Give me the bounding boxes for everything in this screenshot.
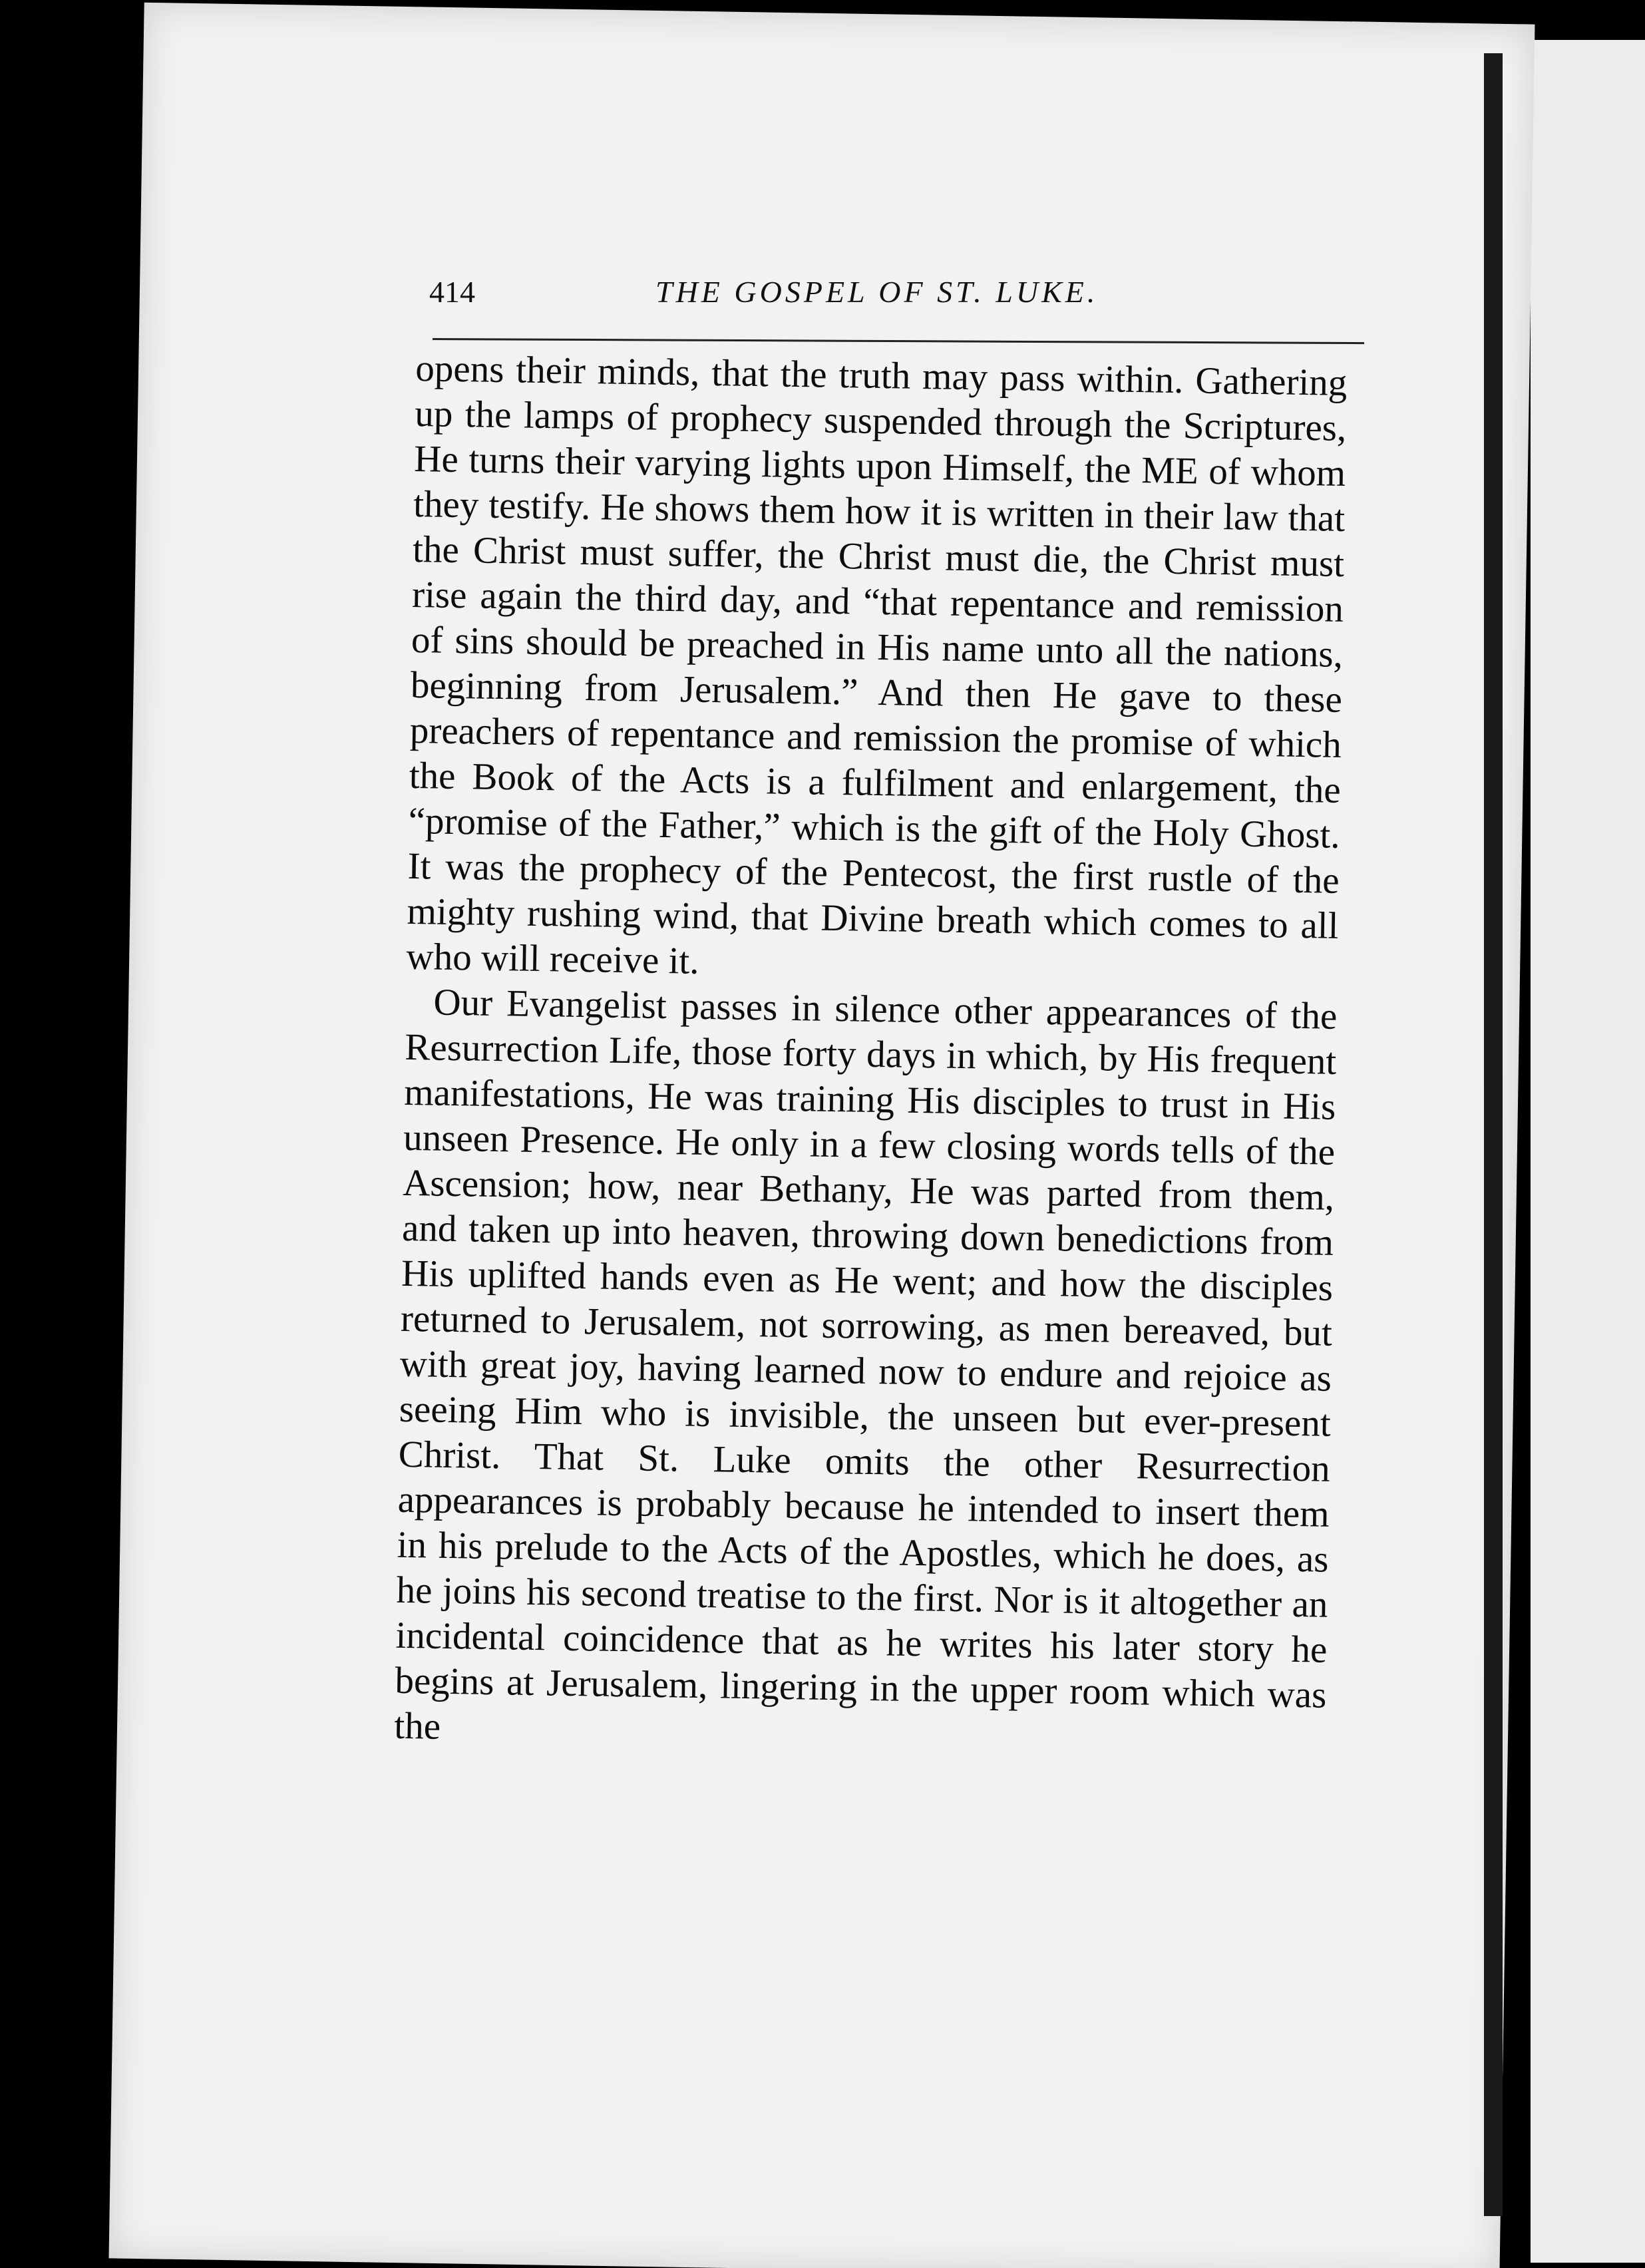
body-text <box>394 346 1348 1764</box>
page-number: 414 <box>429 275 475 309</box>
page-gutter-shadow <box>1484 53 1503 2216</box>
paragraph-2: Our Evangelist passes in silence other appearances of the Resurrection Life, those forty days in which, by His frequent manifestations, He was training His disciples to trust in His unseen Presence. He only in a few closing words tells of the Ascension; how, near Bethany, He was parted from them, and taken up into heaven, throwing down benedictions from His uplifted hands even as He went; and how the disciples returned to Jerusalem, not sorrowing, as men bereaved, but with great joy, having learned now to endure and rejoice as seeing Him who is invisible, the unseen but ever-present Christ. That St. Luke omits the other Resurrection appearances is probably because he intended to insert them in his prelude to the Acts of the Apostles, which he does, as he joins his second treatise to the first. Nor is it altogether an incidental coincidence that as he writes his later story he begins at Jerusalem, lingering in the upper room which was the <box>393 981 1338 1748</box>
page-header <box>293 260 1371 319</box>
paragraph-1: opens their minds, that the truth may pass within. Gathering up the lamps of prophecy suspended through the Scriptures, He turns their varying lights upon Himself, the ME of whom they testify. He shows them how it is written in their law that the Christ must suffer, the Christ must die, the Christ must rise again the third day, and “that repentance and remission of sins should be preached in His name unto all the nations, beginning from Jerusalem.” And then He gave to these preachers of repentance and remission the promise of which the Book of the Acts is a fulfilment and enlargement, the “promise of the Father,” which is the gift of the Holy Ghost. It was the prophecy of the Pentecost, the first rustle of the mighty rushing wind, that Divine breath which comes to all who will receive it. <box>406 347 1348 982</box>
adjacent-page-edge <box>1531 40 1645 2263</box>
running-title: THE GOSPEL OF ST. LUKE. <box>655 275 1099 309</box>
